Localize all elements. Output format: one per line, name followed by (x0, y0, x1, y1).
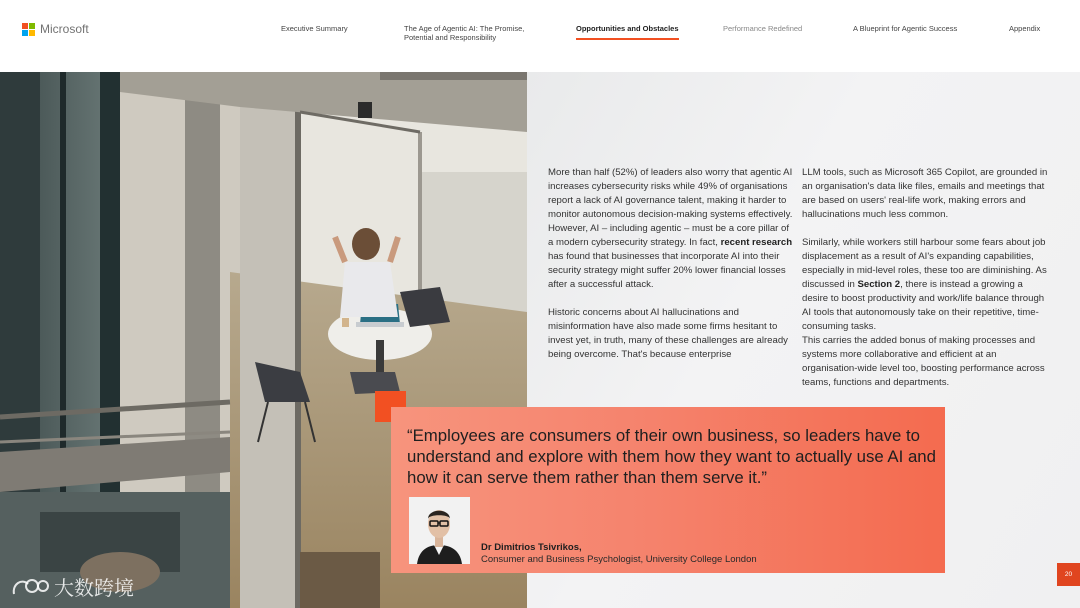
microsoft-logo-icon (22, 23, 35, 36)
paragraph-llm-tools: LLM tools, such as Microsoft 365 Copilot, are grounded in an organisation's data like files, emails and meetings that are based on users' real-life work, making errors and hallucinations much less common. (802, 167, 1048, 220)
watermark (10, 572, 134, 601)
speaker-portrait-image (409, 497, 470, 564)
pull-quote (391, 407, 945, 573)
recent-research-link[interactable]: recent research (720, 237, 793, 248)
paragraph-text: Similarly, while workers still harbour some fears about job displacement as a result of AI's expanding capabilities, especially in mid-level roles, these too are diminishing. As discussed in (802, 237, 1047, 290)
brand-name: Microsoft (40, 22, 89, 36)
microsoft-logo[interactable] (22, 22, 89, 36)
paragraph-cybersecurity (548, 166, 794, 292)
speaker-title: Consumer and Business Psychologist, University College London (481, 554, 757, 565)
nav-label-line-1: The Age of Agentic AI: The Promise, (404, 24, 525, 33)
paragraph-collaboration: This carries the added bonus of making processes and systems more collaborative and efficient at an organisation-wide level too, boosting performance across teams, functions and departments. (802, 335, 1045, 388)
paragraph-text: , there is instead a growing a desire to boost productivity and work/life balance through AI tools that autonomously take on their repetitive, time-consuming tasks. (802, 279, 1045, 332)
watermark-logo-icon (10, 574, 50, 600)
nav-blueprint-for-agentic-success[interactable]: A Blueprint for Agentic Success (853, 24, 958, 33)
nav-appendix[interactable]: Appendix (1009, 24, 1041, 33)
body-column-right (802, 166, 1048, 404)
section-2-link[interactable]: Section 2 (857, 279, 901, 290)
nav-executive-summary[interactable]: Executive Summary (281, 24, 348, 33)
nav-performance-redefined[interactable]: Performance Redefined (723, 24, 803, 33)
body-column-left (548, 166, 794, 376)
paragraph-text: More than half (52%) of leaders also worry that agentic AI increases cybersecurity risks while 49% of organisations report a lack of AI governance talent, making it harder to monitor autonomous decision-making systems effectively. However, AI – including agentic – must be a core pillar of a modern cybersecurity strategy. In fact, (548, 167, 793, 248)
speaker-name: Dr Dimitrios Tsivrikos, (481, 542, 582, 553)
paragraph-job-displacement (802, 236, 1048, 334)
nav-label-line-2: Potential and Responsibility (404, 33, 497, 42)
quote-text: “Employees are consumers of their own business, so leaders have to understand and explore with them how they want to actually use AI and how it can serve them rather than them serve it.” (407, 426, 936, 487)
page-number: 20 (1057, 563, 1080, 586)
top-navigation-bar (0, 0, 1080, 72)
paragraph-text: has found that businesses that incorporate AI into their security strategy might suffer 20% lower financial losses after a successful attack. (548, 251, 786, 290)
nav-opportunities-and-obstacles[interactable] (576, 24, 679, 33)
paragraph-hallucinations: Historic concerns about AI hallucinations and misinformation have also made some firms hesitant to invest yet, in truth, many of these challenges are already being overcome. That's because enterprise (548, 307, 788, 360)
nav-age-of-agentic-ai[interactable] (404, 24, 524, 42)
speaker-portrait (409, 497, 470, 564)
active-tab-underline (576, 38, 679, 40)
nav-label: Opportunities and Obstacles (576, 24, 679, 33)
watermark-text: 大数跨境 (54, 576, 134, 600)
